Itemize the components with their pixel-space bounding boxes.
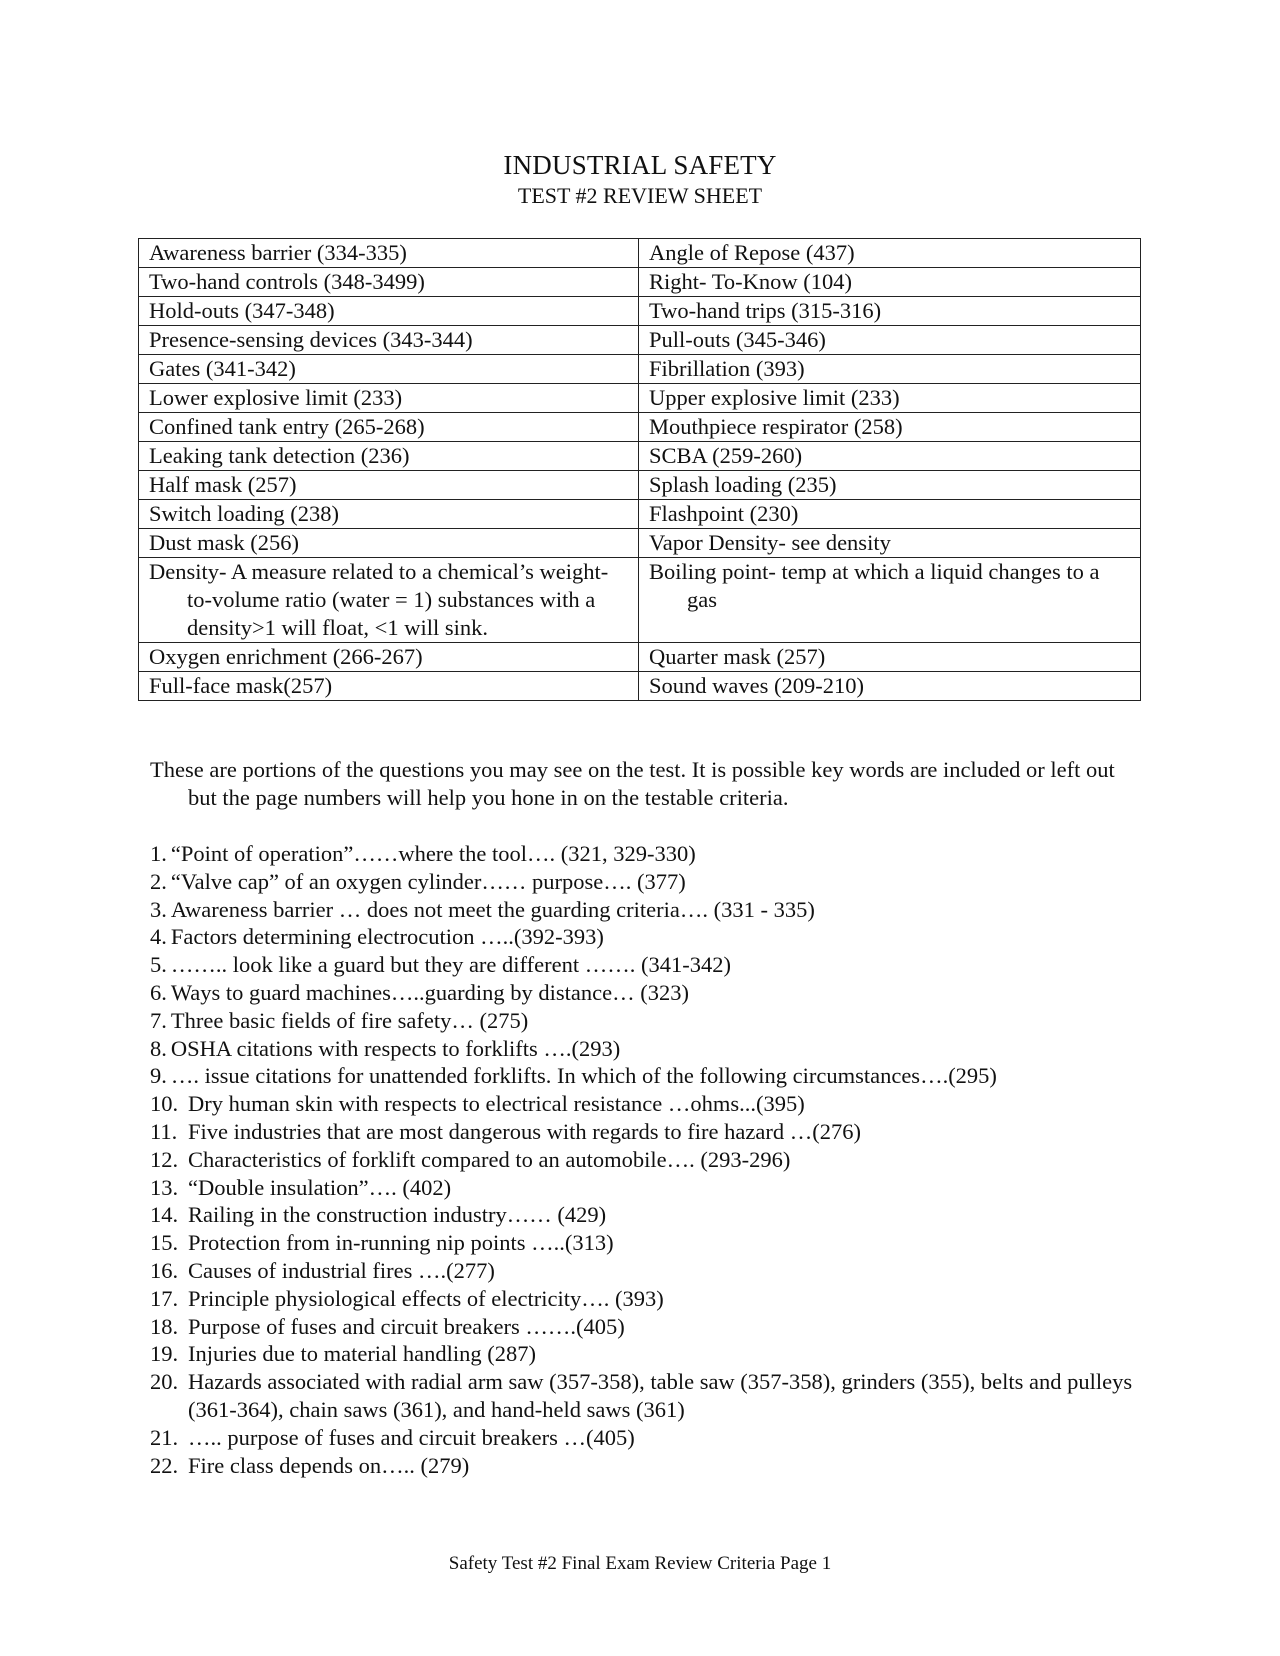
term-left: Leaking tank detection (236) xyxy=(139,442,639,471)
question-number: 19. xyxy=(150,1341,179,1367)
question-number: 10. xyxy=(150,1091,179,1117)
term-right: Fibrillation (393) xyxy=(639,355,1141,384)
term-right: Flashpoint (230) xyxy=(639,500,1141,529)
question-text: Characteristics of forklift compared to an automobile…. (293-296) xyxy=(188,1146,791,1172)
term-right: Sound waves (209-210) xyxy=(639,672,1141,701)
list-item xyxy=(150,1340,1140,1368)
term-right: Two-hand trips (315-316) xyxy=(639,297,1141,326)
question-number: 6. xyxy=(150,979,167,1005)
list-item xyxy=(150,1285,1140,1313)
question-text: Awareness barrier … does not meet the guarding criteria…. (331 - 335) xyxy=(170,896,815,922)
term-left: Hold-outs (347-348) xyxy=(139,297,639,326)
list-item xyxy=(150,1201,1140,1229)
table-row xyxy=(139,326,1141,355)
term-left: Density- A measure related to a chemical’s weight-to-volume ratio (water = 1) substances with a density>1 will float, <1 will sink. xyxy=(139,558,639,643)
table-row xyxy=(139,297,1141,326)
term-right: Angle of Repose (437) xyxy=(639,239,1141,268)
question-number: 11. xyxy=(150,1118,178,1144)
question-number: 4. xyxy=(150,924,167,950)
term-right: SCBA (259-260) xyxy=(639,442,1141,471)
question-number: 1. xyxy=(150,841,167,866)
question-text: Purpose of fuses and circuit breakers …….(405) xyxy=(188,1313,625,1339)
question-text: OSHA citations with respects to forklifts ….(293) xyxy=(170,1035,621,1061)
question-text: Dry human skin with respects to electrical resistance …ohms...(395) xyxy=(188,1091,805,1117)
list-item xyxy=(150,1146,1140,1174)
table-row xyxy=(139,529,1141,558)
list-item xyxy=(150,1090,1140,1118)
question-number: 2. xyxy=(150,868,167,894)
term-right: Vapor Density- see density xyxy=(639,529,1141,558)
table-row xyxy=(139,500,1141,529)
question-text: “Double insulation”…. (402) xyxy=(188,1174,452,1200)
question-text: Protection from in-running nip points …..(313) xyxy=(188,1230,614,1256)
question-number: 8. xyxy=(150,1035,167,1061)
question-text: Railing in the construction industry…… (429) xyxy=(188,1202,607,1228)
question-text: Factors determining electrocution …..(392-393) xyxy=(170,924,604,950)
terms-table xyxy=(138,238,1141,701)
list-item xyxy=(150,1313,1140,1341)
question-number: 14. xyxy=(150,1202,179,1228)
question-text: Ways to guard machines…..guarding by distance… (323) xyxy=(170,979,689,1005)
question-number: 18. xyxy=(150,1313,179,1339)
table-row xyxy=(139,268,1141,297)
question-number: 17. xyxy=(150,1285,179,1311)
question-number: 7. xyxy=(150,1007,167,1033)
question-number: 15. xyxy=(150,1230,179,1256)
list-item xyxy=(150,951,1140,979)
term-left: Gates (341-342) xyxy=(139,355,639,384)
question-text: “Point of operation”……where the tool…. (321, 329-330) xyxy=(170,841,696,866)
list-item xyxy=(150,1174,1140,1202)
table-row xyxy=(139,672,1141,701)
question-number: 22. xyxy=(150,1452,179,1478)
terms-table-body xyxy=(139,239,1141,701)
term-right: Pull-outs (345-346) xyxy=(639,326,1141,355)
term-left: Lower explosive limit (233) xyxy=(139,384,639,413)
question-text: Hazards associated with radial arm saw (357-358), table saw (357-358), grinders (355), belts and pulleys (361-364), chain saws (361), and hand-held saws (361) xyxy=(188,1369,1133,1422)
question-number: 12. xyxy=(150,1146,179,1172)
list-item xyxy=(150,840,1140,868)
question-number: 20. xyxy=(150,1369,179,1395)
list-item xyxy=(150,1229,1140,1257)
question-number: 16. xyxy=(150,1257,179,1283)
term-right: Upper explosive limit (233) xyxy=(639,384,1141,413)
term-left: Confined tank entry (265-268) xyxy=(139,413,639,442)
list-item xyxy=(150,979,1140,1007)
question-number: 13. xyxy=(150,1174,179,1200)
list-item xyxy=(150,1062,1140,1090)
list-item xyxy=(150,923,1140,951)
term-right: Mouthpiece respirator (258) xyxy=(639,413,1141,442)
list-item xyxy=(150,1118,1140,1146)
term-left: Presence-sensing devices (343-344) xyxy=(139,326,639,355)
list-item xyxy=(150,1035,1140,1063)
table-row xyxy=(139,471,1141,500)
question-number: 5. xyxy=(150,952,167,978)
question-text: Principle physiological effects of electricity…. (393) xyxy=(188,1285,664,1311)
term-left: Switch loading (238) xyxy=(139,500,639,529)
question-text: Five industries that are most dangerous with regards to fire hazard …(276) xyxy=(188,1118,861,1144)
question-text: Causes of industrial fires ….(277) xyxy=(188,1257,495,1283)
list-item xyxy=(150,1452,1140,1480)
table-row xyxy=(139,384,1141,413)
page-title: INDUSTRIAL SAFETY xyxy=(503,150,777,180)
table-row xyxy=(139,558,1141,643)
term-left: Dust mask (256) xyxy=(139,529,639,558)
table-row xyxy=(139,355,1141,384)
question-text: Fire class depends on….. (279) xyxy=(188,1452,470,1478)
term-left: Awareness barrier (334-335) xyxy=(139,239,639,268)
page-subtitle: TEST #2 REVIEW SHEET xyxy=(517,183,763,208)
term-left: Half mask (257) xyxy=(139,471,639,500)
question-number: 9. xyxy=(150,1063,167,1089)
table-row xyxy=(139,413,1141,442)
intro-paragraph: These are portions of the questions you may see on the test. It is possible key words are included or left out but the page numbers will help you hone in on the testable criteria. xyxy=(150,757,1115,810)
question-text: “Valve cap” of an oxygen cylinder…… purpose…. (377) xyxy=(170,868,686,894)
term-right: Boiling point- temp at which a liquid changes to a gas xyxy=(639,558,1141,643)
term-right: Right- To-Know (104) xyxy=(639,268,1141,297)
question-text: …….. look like a guard but they are different ……. (341-342) xyxy=(170,952,731,978)
question-text: Injuries due to material handling (287) xyxy=(188,1341,537,1367)
term-left: Two-hand controls (348-3499) xyxy=(139,268,639,297)
list-item xyxy=(150,1424,1140,1452)
table-row xyxy=(139,442,1141,471)
term-right: Splash loading (235) xyxy=(639,471,1141,500)
term-right: Quarter mask (257) xyxy=(639,643,1141,672)
question-number: 21. xyxy=(150,1424,179,1450)
list-item xyxy=(150,1257,1140,1285)
list-item xyxy=(150,868,1140,896)
question-number: 3. xyxy=(150,896,167,922)
table-row xyxy=(139,239,1141,268)
question-text: …. issue citations for unattended forklifts. In which of the following circumstances….(295) xyxy=(170,1063,997,1089)
question-list xyxy=(150,840,1140,1479)
question-text: ….. purpose of fuses and circuit breakers …(405) xyxy=(188,1424,635,1450)
question-text: Three basic fields of fire safety… (275) xyxy=(170,1007,529,1033)
list-item xyxy=(150,896,1140,924)
term-left: Full-face mask(257) xyxy=(139,672,639,701)
list-item xyxy=(150,1007,1140,1035)
term-left: Oxygen enrichment (266-267) xyxy=(139,643,639,672)
table-row xyxy=(139,643,1141,672)
page-footer: Safety Test #2 Final Exam Review Criteria Page 1 xyxy=(448,1553,832,1574)
list-item xyxy=(150,1368,1140,1424)
